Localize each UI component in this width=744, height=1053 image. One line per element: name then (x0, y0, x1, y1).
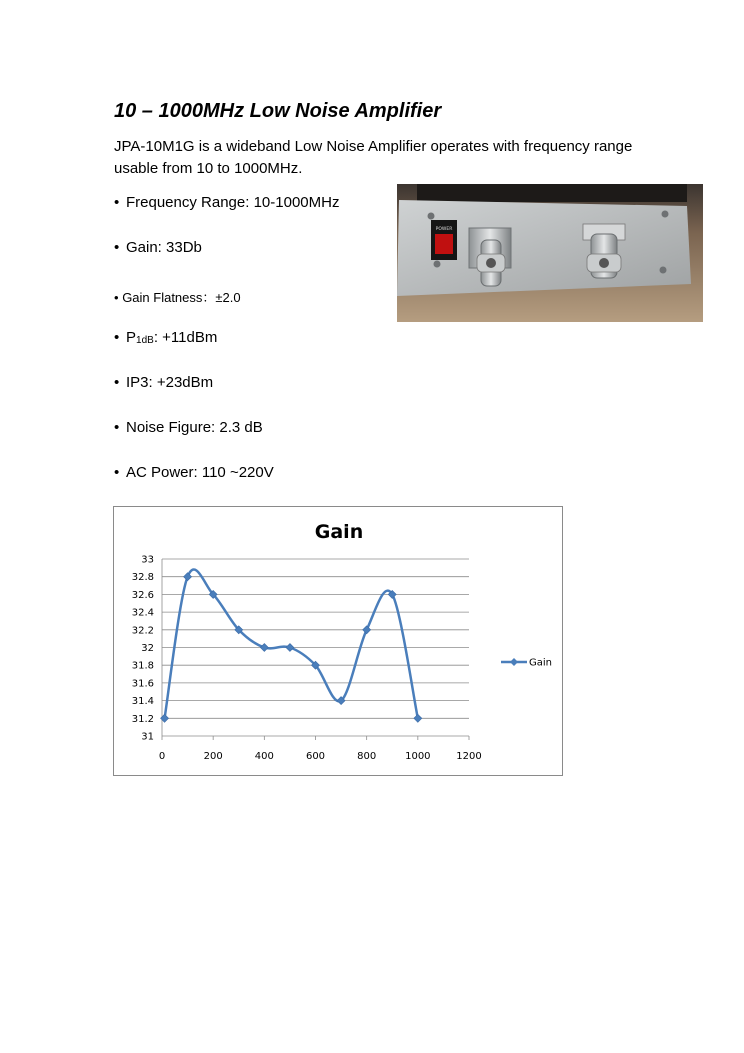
spec-ip3: • IP3: +23dBm (114, 374, 214, 391)
gain-data-point (363, 626, 371, 634)
bullet-icon: • (114, 464, 120, 481)
power-switch (435, 234, 453, 254)
y-tick-label: 31 (141, 731, 154, 743)
spec-gain: • Gain: 33Db (114, 239, 202, 256)
gain-data-point (414, 714, 422, 722)
bullet-icon: • (114, 194, 120, 211)
y-tick-label: 32.4 (131, 607, 154, 619)
spec-noise-figure: • Noise Figure: 2.3 dB (114, 419, 263, 436)
bullet-icon: • (114, 374, 120, 391)
gain-data-point (286, 644, 294, 652)
y-tick-label: 33 (141, 554, 154, 566)
y-tick-label: 31.2 (131, 713, 154, 725)
intro-paragraph: JPA-10M1G is a wideband Low Noise Amplifier operates with frequency range usable from 10 to 1000MHz. (114, 138, 633, 177)
spec-gain-flatness: • Gain Flatness：±2.0 (114, 290, 241, 305)
spec-ac-power: • AC Power: 110 ~220V (114, 464, 274, 481)
amplifier-illustration (397, 184, 703, 322)
y-tick-label: 31.6 (131, 678, 154, 690)
y-tick-label: 32.2 (131, 625, 154, 637)
gain-chart (113, 506, 563, 776)
bullet-icon: • (114, 329, 120, 346)
x-tick-label: 200 (203, 751, 223, 762)
chart-title: Gain (314, 521, 364, 543)
gain-chart-svg (114, 507, 564, 777)
bullet-icon: • (114, 239, 120, 256)
y-tick-label: 31.4 (131, 696, 154, 708)
y-tick-label: 32 (141, 643, 154, 654)
product-photo (397, 184, 703, 322)
legend-marker-icon (510, 658, 518, 666)
x-tick-label: 800 (357, 751, 377, 762)
spec-p1db: • $P_{1dB}$: +11dBm (114, 329, 218, 346)
y-tick-label: 31.8 (131, 660, 154, 672)
x-tick-label: 0 (158, 751, 166, 762)
gain-data-point (184, 573, 192, 581)
bullet-icon: • (114, 290, 119, 305)
x-tick-label: 600 (305, 751, 326, 762)
x-tick-label: 1200 (456, 751, 482, 762)
x-tick-label: 400 (254, 751, 274, 762)
y-tick-label: 32.6 (131, 589, 154, 601)
y-tick-label: 32.8 (131, 572, 154, 584)
legend-label: Gain (529, 657, 552, 669)
switch-label: POWER (435, 227, 453, 232)
spec-frequency-range: • Frequency Range: 10-1000MHz (114, 194, 340, 211)
bullet-icon: • (114, 419, 120, 436)
x-tick-label: 1000 (405, 751, 431, 762)
gain-data-point (260, 644, 268, 652)
gain-series-line (165, 570, 418, 719)
page-title: 10 – 1000MHz Low Noise Amplifier (114, 100, 442, 122)
